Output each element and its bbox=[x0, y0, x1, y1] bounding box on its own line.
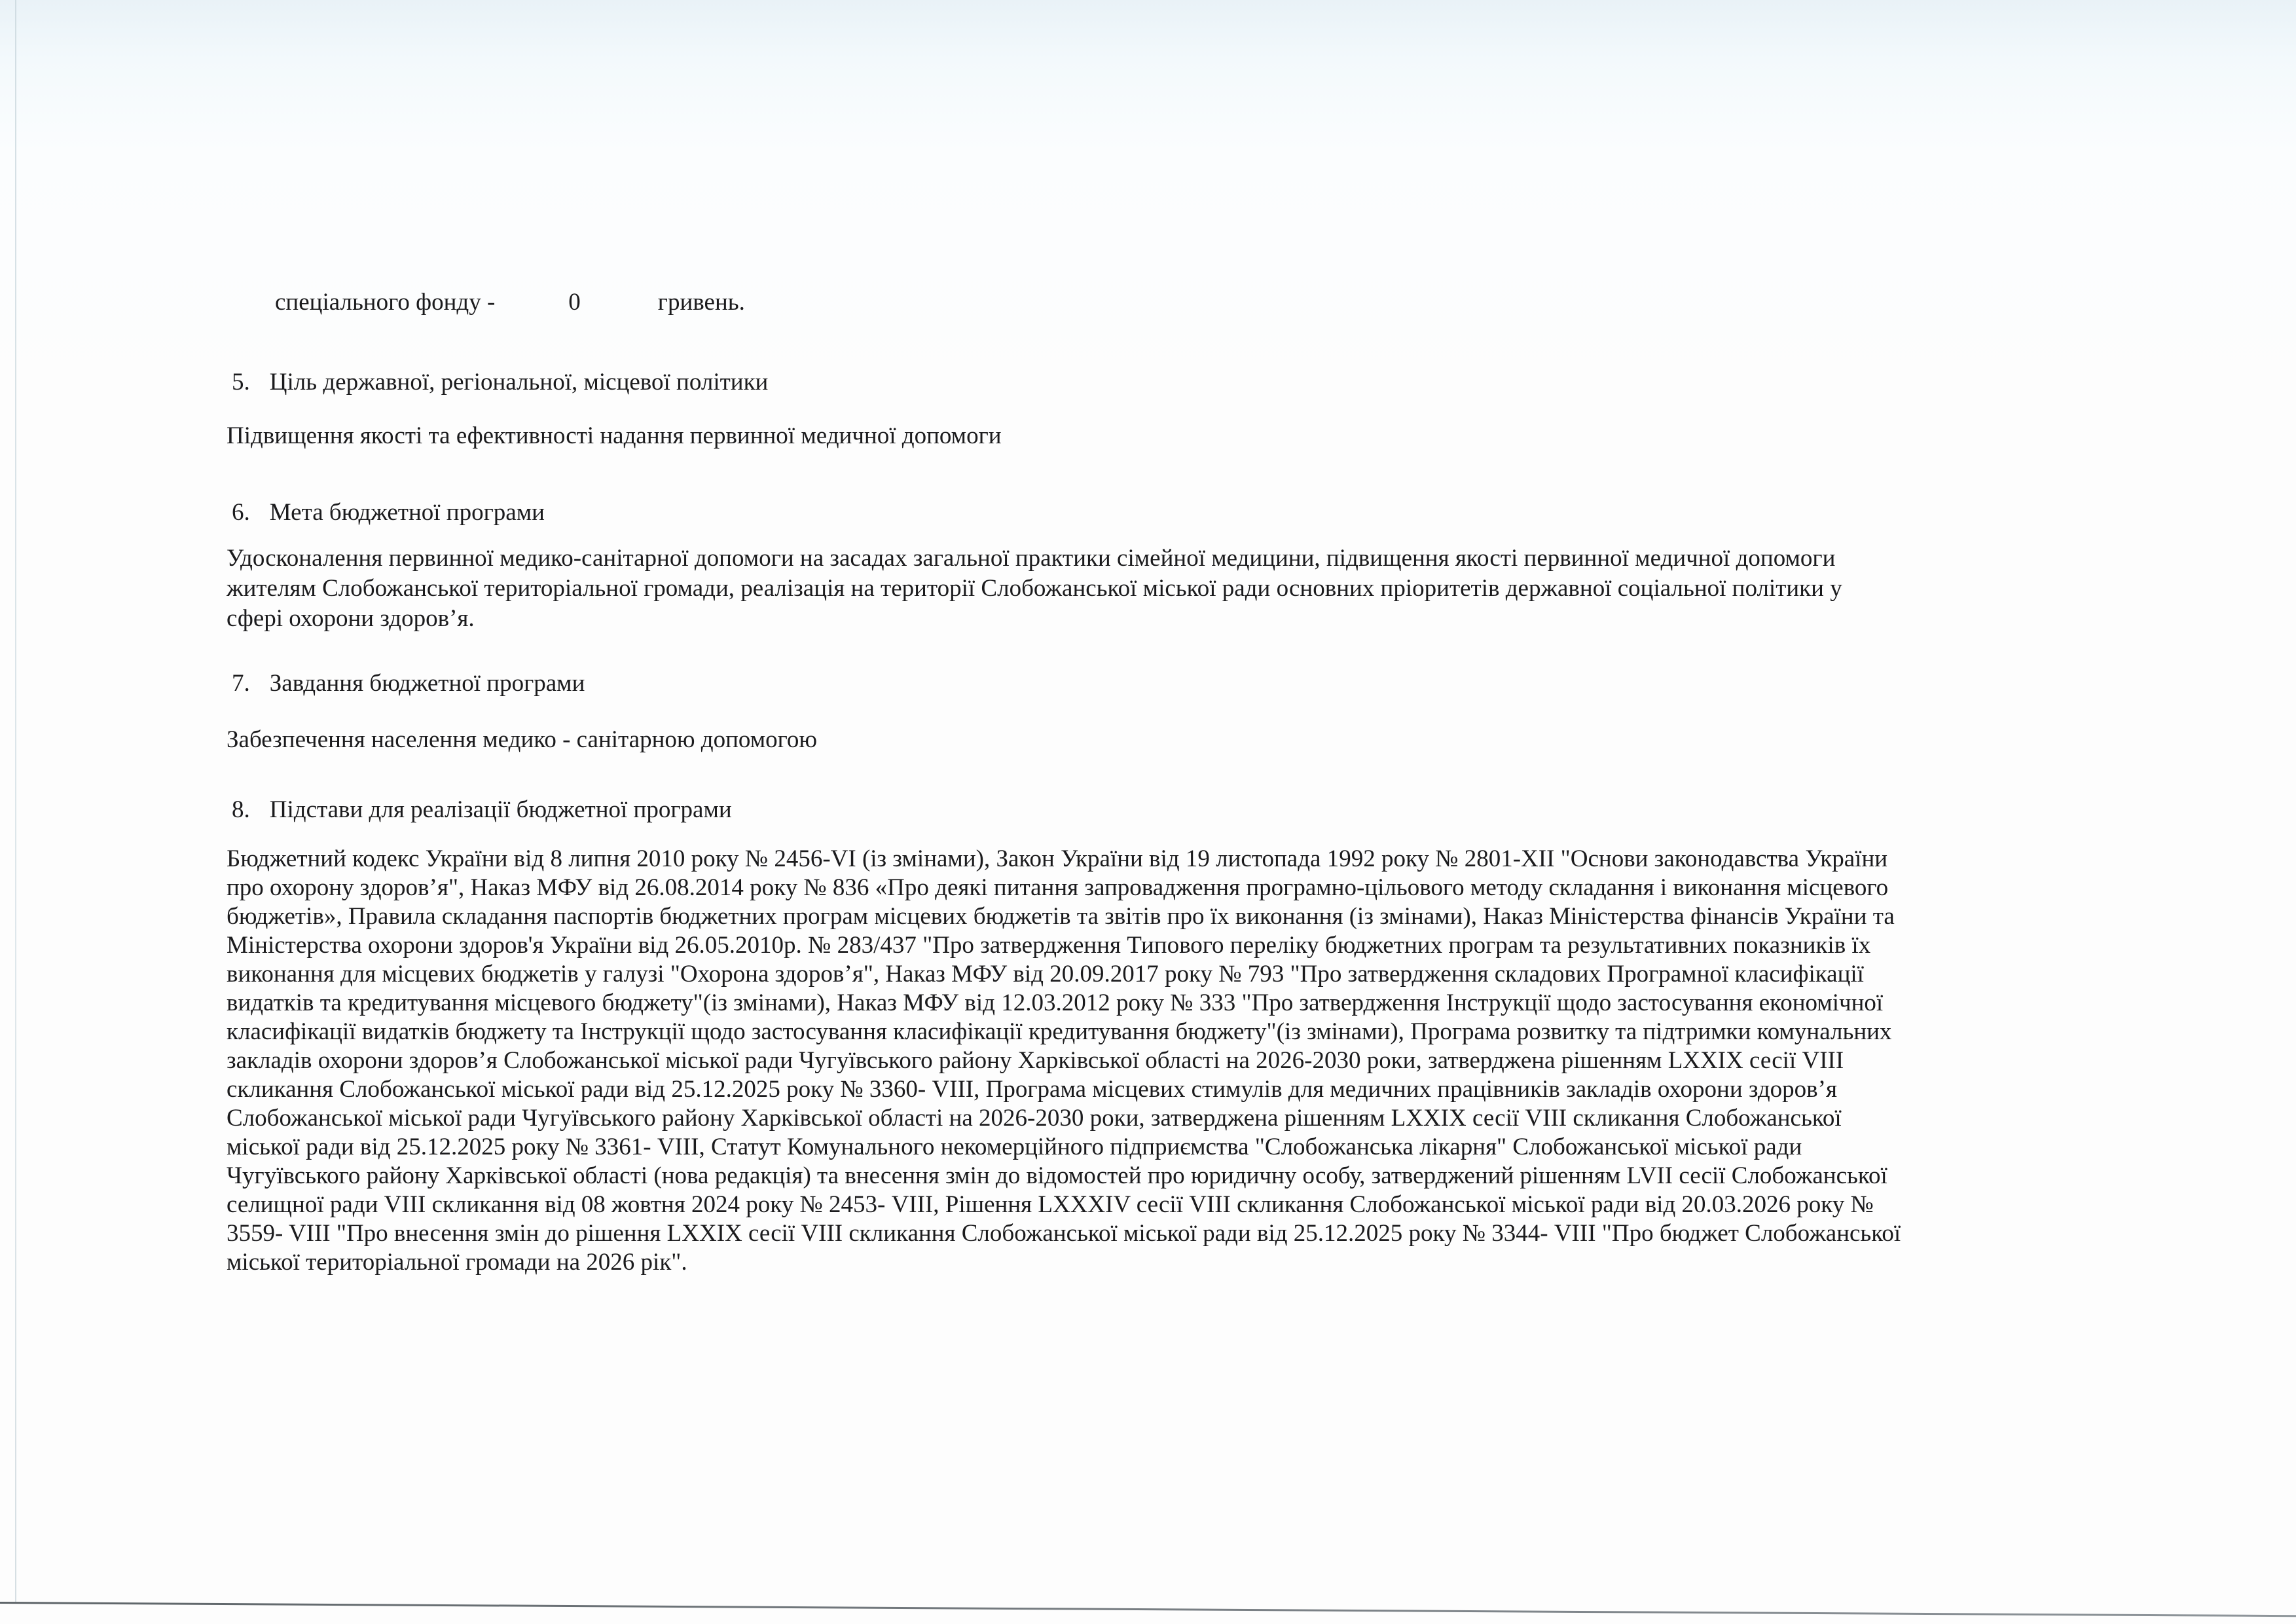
document-line: Слобожанської міської ради Чугуївського району Харківської області на 2026-2030 роки, затверджена рішенням LXXIX сесії VIII скликання Слобожанської bbox=[227, 1105, 1842, 1132]
page-bottom-edge bbox=[0, 1602, 2296, 1617]
document-line: виконання для місцевих бюджетів у галузі "Охорона здоров’я", Наказ МФУ від 20.09.2017 року № 793 "Про затвердження складових Програмної класифікації bbox=[227, 961, 1864, 987]
document-line: Бюджетний кодекс України від 8 липня 2010 року № 2456-VI (із змінами), Закон України від 19 листопада 1992 року № 2801-XII "Основи законодавства України bbox=[227, 845, 1888, 872]
document-line: селищної ради VIII скликання від 08 жовтня 2024 року № 2453- VIII, Рішення LXXXIV сесії VIII скликання Слобожанської міської ради від 20.03.2026 року № bbox=[227, 1191, 1874, 1218]
section-8-body bbox=[227, 845, 1901, 1277]
special-fund-currency: гривень. bbox=[657, 289, 745, 316]
section-7-body bbox=[227, 725, 817, 755]
section-6-title: Мета бюджетної програми bbox=[269, 499, 545, 526]
special-fund-label: спеціального фонду - bbox=[275, 289, 496, 316]
section-7-heading bbox=[232, 669, 585, 697]
section-6-heading bbox=[232, 498, 545, 526]
document-line: закладів охорони здоров’я Слобожанської міської ради Чугуївського району Харківської області на 2026-2030 роки, затверджена рішенням LXXIX сесії VIII bbox=[227, 1047, 1844, 1074]
document-line: видатків та кредитування місцевого бюджету"(із змінами), Наказ МФУ від 12.03.2012 року № 333 "Про затвердження Інструкції щодо застосування економічної bbox=[227, 989, 1884, 1016]
section-5-body bbox=[227, 421, 1002, 451]
section-8-title: Підстави для реалізації бюджетної програми bbox=[269, 796, 732, 823]
document-line: 3559- VIII "Про внесення змін до рішення LXXIX сесії VIII скликання Слобожанської міської ради від 25.12.2025 року № 3344- VIII "Про бюджет Слобожанської bbox=[227, 1220, 1901, 1247]
document-line: Підвищення якості та ефективності надання первинної медичної допомоги bbox=[227, 422, 1002, 449]
section-5-title: Ціль державної, регіональної, місцевої політики bbox=[269, 369, 769, 396]
section-7-number: 7. bbox=[232, 670, 250, 697]
document-line: жителям Слобожанської територіальної громади, реалізація на території Слобожанської міської ради основних пріоритетів державної соціальної політики у bbox=[227, 575, 1842, 602]
section-6-body bbox=[227, 544, 1842, 634]
special-fund-amount: 0 bbox=[568, 289, 581, 316]
document-line: класифікації видатків бюджету та Інструкції щодо застосування класифікації кредитування бюджету"(із змінами), Програма розвитку та підтримки комунальних bbox=[227, 1018, 1892, 1045]
section-5-heading bbox=[232, 368, 768, 396]
page-left-edge-shadow bbox=[15, 0, 16, 1602]
document-line: бюджетів», Правила складання паспортів бюджетних програм місцевих бюджетів та звітів про їх виконання (із змінами), Наказ Міністерства фінансів України та bbox=[227, 903, 1895, 930]
section-6-number: 6. bbox=[232, 499, 250, 526]
document-line: міської ради від 25.12.2025 року № 3361- VIII, Статут Комунального некомерційного підприємства "Слобожанська лікарня" Слобожанської міської ради bbox=[227, 1134, 1802, 1160]
document-line: сфері охорони здоров’я. bbox=[227, 605, 475, 632]
document-line: Чугуївського району Харківської області (нова редакція) та внесення змін до відомостей про юридичну особу, затверджений рішенням LVII сесії Слобожанської bbox=[227, 1162, 1887, 1189]
document-line: Забезпечення населення медико - санітарною допомогою bbox=[227, 726, 818, 753]
document-line: Міністерства охорони здоров'я України від 26.05.2010р. № 283/437 "Про затвердження Типового переліку бюджетних програм та результативних показників їх bbox=[227, 932, 1871, 959]
document-line: скликання Слобожанської міської ради від 25.12.2025 року № 3360- VIII, Програма місцевих стимулів для медичних працівників закладів охорони здоров’я bbox=[227, 1076, 1837, 1103]
section-7-title: Завдання бюджетної програми bbox=[269, 670, 585, 697]
section-5-number: 5. bbox=[232, 369, 250, 396]
document-line: Удосконалення первинної медико-санітарної допомоги на засадах загальної практики сімейної медицини, підвищення якості первинної медичної допомоги bbox=[227, 545, 1836, 572]
section-8-number: 8. bbox=[232, 796, 250, 823]
special-fund-line bbox=[275, 288, 745, 316]
document-line: про охорону здоров’я", Наказ МФУ від 26.08.2014 року № 836 «Про деякі питання запровадження програмно-цільового методу складання і виконання місцевого bbox=[227, 874, 1889, 901]
section-8-heading bbox=[232, 796, 732, 824]
document-line: міської територіальної громади на 2026 рік". bbox=[227, 1249, 687, 1276]
